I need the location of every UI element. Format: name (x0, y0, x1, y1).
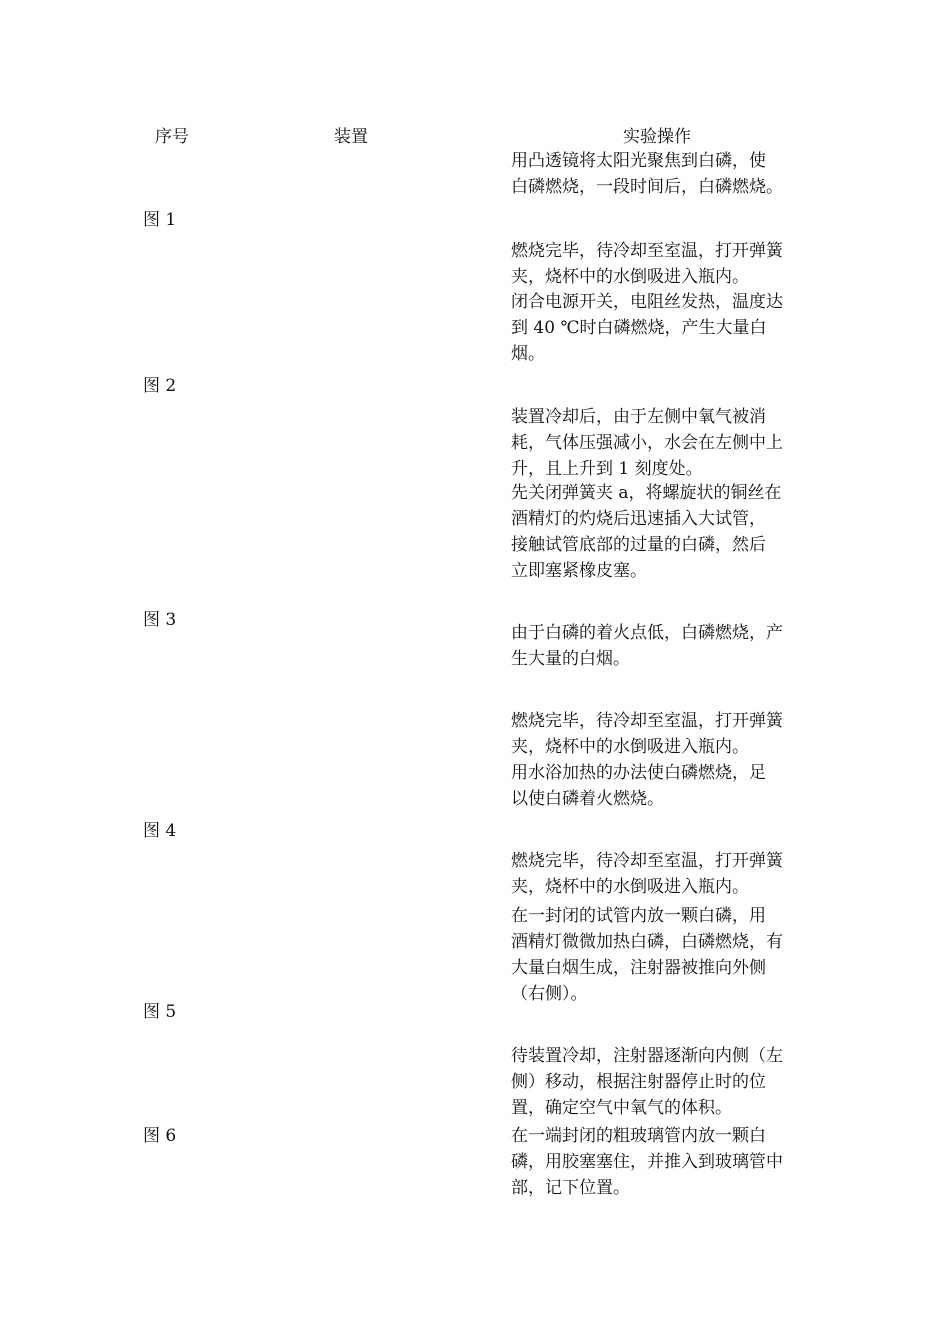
operation-line: 烟。 (511, 344, 545, 364)
operation-line: 到 40 ℃时白磷燃烧，产生大量白 (511, 318, 767, 338)
operation-block (511, 238, 811, 290)
operation-block (511, 404, 811, 482)
operation-line: 用凸透镜将太阳光聚焦到白磷，使 (511, 151, 766, 171)
figure-label-4: 图 4 (143, 821, 177, 841)
operation-line: 闭合电源开关，电阻丝发热，温度达 (511, 292, 783, 312)
operation-line: 由于白磷的着火点低，白磷燃烧，产 (511, 623, 783, 643)
operation-line: 立即塞紧橡皮塞。 (511, 561, 647, 581)
operation-line: 酒精灯微微加热白磷，白磷燃烧，有 (511, 932, 783, 952)
operation-line: 白磷燃烧，一段时间后，白磷燃烧。 (511, 177, 783, 197)
operation-line: 在一封闭的试管内放一颗白磷，用 (511, 906, 766, 926)
operation-line: 先关闭弹簧夹 a，将螺旋状的铜丝在 (511, 483, 782, 503)
operation-line: 夹，烧杯中的水倒吸进入瓶内。 (511, 267, 749, 287)
header-operation: 实验操作 (623, 127, 691, 147)
operation-line: 燃烧完毕，待冷却至室温，打开弹簧 (511, 241, 783, 261)
operation-line: 置，确定空气中氧气的体积。 (511, 1098, 732, 1118)
operation-line: 燃烧完毕，待冷却至室温，打开弹簧 (511, 851, 783, 871)
operation-block (511, 480, 811, 584)
figure-label-5: 图 5 (143, 1002, 177, 1022)
operation-block (511, 148, 811, 200)
operation-line: 以使白磷着火燃烧。 (511, 789, 664, 809)
operation-line: 装置冷却后，由于左侧中氧气被消 (511, 407, 766, 427)
figure-label-3: 图 3 (143, 610, 177, 630)
operation-line: （右侧）。 (511, 984, 588, 1004)
operation-line: 燃烧完毕，待冷却至室温，打开弹簧 (511, 711, 783, 731)
operation-line: 酒精灯的灼烧后迅速插入大试管， (511, 509, 766, 529)
figure-label-6: 图 6 (143, 1126, 177, 1146)
figure-label-2: 图 2 (143, 376, 177, 396)
operation-block (511, 903, 811, 1007)
operation-line: 大量白烟生成，注射器被推向外侧 (511, 958, 766, 978)
operation-line: 接触试管底部的过量的白磷，然后 (511, 535, 766, 555)
operation-block (511, 848, 811, 900)
operation-line: 耗，气体压强减小，水会在左侧中上 (511, 433, 783, 453)
operation-line: 夹，烧杯中的水倒吸进入瓶内。 (511, 877, 749, 897)
figure-label-1: 图 1 (143, 210, 177, 230)
operation-line: 侧）移动，根据注射器停止时的位 (511, 1072, 766, 1092)
operation-line: 用水浴加热的办法使白磷燃烧，足 (511, 763, 766, 783)
operation-block (511, 289, 811, 367)
operation-line: 升，且上升到 1 刻度处。 (511, 459, 703, 479)
operation-line: 生大量的白烟。 (511, 649, 630, 669)
header-device: 装置 (334, 127, 368, 147)
operation-line: 夹，烧杯中的水倒吸进入瓶内。 (511, 737, 749, 757)
operation-line: 磷，用胶塞塞住，并推入到玻璃管中 (511, 1152, 783, 1172)
operation-block (511, 708, 811, 760)
operation-block (511, 1123, 811, 1201)
operation-line: 在一端封闭的粗玻璃管内放一颗白 (511, 1126, 766, 1146)
operation-line: 待装置冷却，注射器逐渐向内侧（左 (511, 1046, 783, 1066)
operation-block (511, 620, 811, 672)
operation-block (511, 1043, 811, 1121)
header-seq: 序号 (155, 127, 189, 147)
operation-line: 部，记下位置。 (511, 1178, 630, 1198)
operation-block (511, 760, 811, 812)
